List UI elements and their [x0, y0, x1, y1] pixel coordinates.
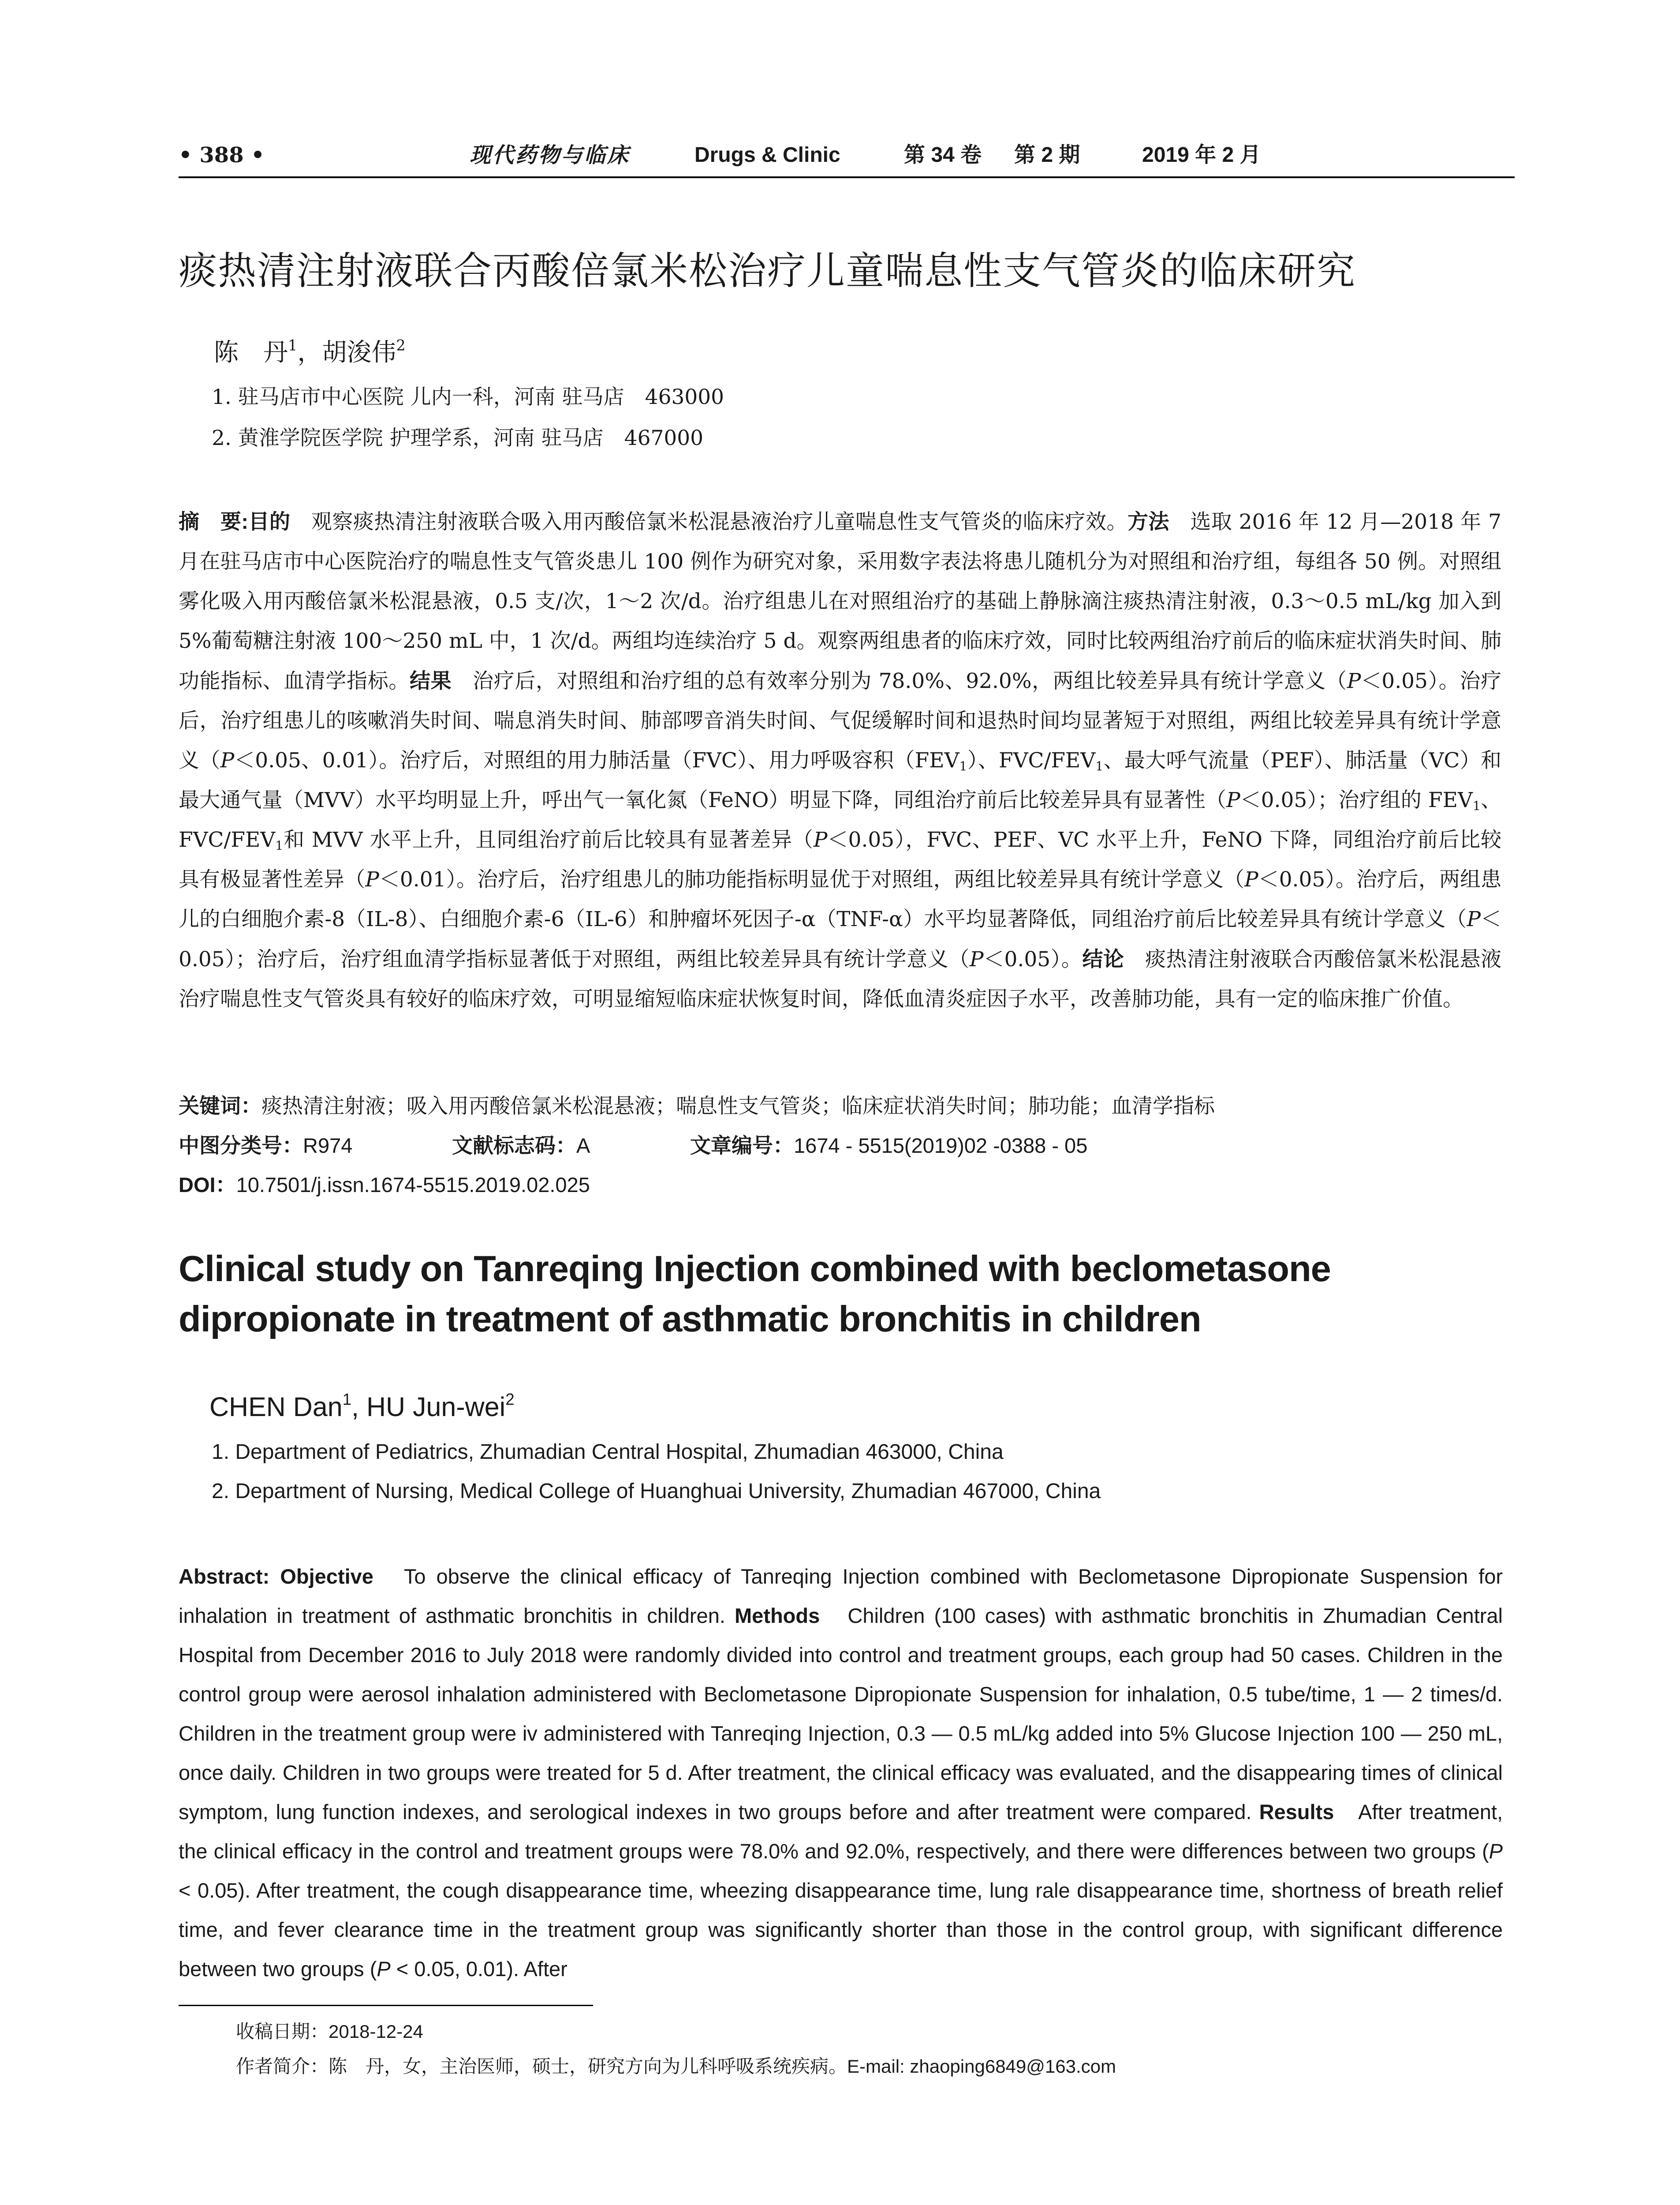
subscript: 1: [1095, 759, 1104, 774]
abstract-cn: [179, 502, 1501, 1019]
p-value-symbol: P: [1244, 867, 1258, 892]
subscript: 1: [275, 838, 284, 853]
p-value-symbol: P: [1347, 669, 1361, 693]
author-separator: ，: [297, 338, 322, 367]
p-value-symbol: P: [220, 748, 235, 773]
issue: 第 2 期: [1014, 143, 1080, 167]
article-title-en: Clinical study on Tanreqing Injection combined with beclometasone dipropionate in treatment of asthmatic bronchitis in children: [179, 1248, 1331, 1339]
affiliation-cn-1: 1. 驻马店市中心医院 儿内一科，河南 驻马店 463000: [212, 385, 724, 409]
authors-en: [209, 1389, 515, 1424]
abstract-results-text: ＜0.05、0.01）。治疗后，对照组的用力肺活量（FVC）、用力呼吸容积（FEV: [234, 748, 959, 773]
doi-link[interactable]: 10.7501/j.issn.1674-5515.2019.02.025: [236, 1173, 590, 1196]
bio-label: 作者简介：: [236, 2056, 329, 2077]
abstract-methods: 选取 2016 年 12 月—2018 年 7 月在驻马店市中心医院治疗的喘息性支气管炎患儿 100 例作为研究对象，采用数字表法将患儿随机分为对照组和治疗组，每组各 50 例。对照组雾化吸入用丙酸倍氯米松混悬液，0.5 支/次，1～2 次/d。治疗组患儿在对照组治疗的基础上静脉滴注痰热清注射液，0.3～0.5 mL/kg 加入到 5%葡萄糖注射液 100～250 mL 中，1 次/d。两组均连续治疗 5 d。观察两组患者的临床疗效，同时比较两组治疗前后的临床症状消失时间、肺功能指标、血清学指标。: [179, 510, 1502, 693]
affiliation-cn-2: 2. 黄淮学院医学院 护理学系，河南 驻马店 467000: [212, 426, 704, 450]
article-number: 1674 - 5515(2019)02 -0388 - 05: [794, 1134, 1088, 1157]
abstract-label: 摘 要:目的: [179, 510, 291, 533]
footnote-rule: [179, 2005, 593, 2006]
abstract-results-text: ＜0.05）；治疗组的 FEV: [1240, 788, 1473, 812]
volume: 第 34 卷: [904, 143, 982, 167]
clc-label: 中图分类号：: [179, 1134, 303, 1157]
author-bio-line: [236, 2053, 1116, 2080]
methods-label: Methods: [735, 1604, 820, 1627]
abstract-label: Abstract: Objective: [179, 1565, 373, 1588]
p-value-symbol: P: [365, 867, 379, 892]
classification-line: [179, 1132, 1087, 1159]
subscript: 1: [1472, 799, 1481, 814]
methods-label: 方法: [1127, 510, 1169, 533]
document-code: A: [576, 1134, 590, 1157]
author-name: 陈 丹: [214, 338, 288, 367]
p-value-symbol: P: [1226, 788, 1240, 812]
abstract-results-text: 和 MVV 水平上升，且同组治疗前后比较具有显著差异（: [283, 828, 814, 852]
abstract-results-text: 、最大呼气流量（PEF）、肺活量（VC）和最大通气量（MVV）水平均明显上升，呼出气一氧化氮（FeNO）明显下降，同组治疗前后比较差异具有显著性（: [179, 748, 1502, 812]
abstract-objective: To observe the clinical efficacy of Tanreqing Injection combined with Beclometasone Dipropionate Suspension for inhalation in treatment of asthmatic bronchitis in children.: [179, 1565, 1503, 1627]
affiliation-mark: 2: [396, 336, 406, 354]
abstract-results-text: ＜0.05）。治疗后，治疗组患儿的咳嗽消失时间、喘息消失时间、肺部啰音消失时间、气促缓解时间和退热时间均显著短于对照组，两组比较差异具有统计学意义（: [179, 669, 1502, 773]
received-date: 2018-12-24: [329, 2021, 423, 2042]
abstract-methods: Children (100 cases) with asthmatic bronchitis in Zhumadian Central Hospital from December 2016 to July 2018 were randomly divided into control and treatment groups, each group had 50 cases. Children in the control group were aerosol inhalation administered with Beclometasone Dipropionate Suspension for inhalation, 0.5 tube/time, 1 — 2 times/d. Children in the treatment group were iv administered with Tanreqing Injection, 0.3 — 0.5 mL/kg added into 5% Glucose Injection 100 — 250 mL, once daily. Children in two groups were treated for 5 d. After treatment, the clinical efficacy was evaluated, and the disappearing times of clinical symptom, lung function indexes, and serological indexes in two groups before and after treatment were compared.: [179, 1604, 1503, 1824]
affiliation-mark: 1: [342, 1390, 352, 1409]
abstract-objective: 观察痰热清注射液联合吸入用丙酸倍氯米松混悬液治疗儿童喘息性支气管炎的临床疗效。: [290, 510, 1127, 534]
document-code-label: 文献标志码：: [452, 1134, 576, 1157]
conclusion-label: 结论: [1082, 947, 1124, 971]
p-value-symbol: P: [1467, 907, 1481, 931]
affiliation-en-1: 1. Department of Pediatrics, Zhumadian Central Hospital, Zhumadian 463000, China: [212, 1440, 1004, 1464]
abstract-results-text: After treatment, the clinical efficacy in the control and treatment groups were 78.0% and 92.0%, respectively, and there were differences between two groups (: [179, 1800, 1503, 1863]
author-name: , HU Jun-wei: [351, 1392, 506, 1422]
page-number: • 388 •: [179, 143, 265, 168]
abstract-conclusion: 痰热清注射液联合丙酸倍氯米松混悬液治疗喘息性支气管炎具有较好的临床疗效，可明显缩短临床症状恢复时间，降低血清炎症因子水平，改善肺功能，具有一定的临床推广价值。: [179, 947, 1502, 1011]
abstract-results-text: ＜0.05）；治疗后，治疗组血清学指标显著低于对照组，两组比较差异具有统计学意义（: [179, 907, 1501, 972]
author-name: 胡浚伟: [322, 338, 396, 367]
p-value-symbol: P: [969, 947, 984, 972]
abstract-results-text: ＜0.05），FVC、PEF、VC 水平上升，FeNO 下降，同组治疗前后比较具有极显著性差异（: [179, 828, 1501, 892]
abstract-results-text: < 0.05, 0.01). After: [390, 1957, 567, 1981]
author-name: CHEN Dan: [209, 1392, 343, 1422]
results-label: 结果: [410, 669, 452, 692]
abstract-results-text: ＜0.01）。治疗后，治疗组患儿的肺功能指标明显优于对照组，两组比较差异具有统计学意义（: [379, 867, 1244, 892]
keywords-text: 痰热清注射液；吸入用丙酸倍氯米松混悬液；喘息性支气管炎；临床症状消失时间；肺功能；血清学指标: [261, 1094, 1215, 1118]
article-title-cn: 痰热清注射液联合丙酸倍氯米松治疗儿童喘息性支气管炎的临床研究: [179, 250, 1356, 292]
abstract-results-text: 治疗后，对照组和治疗组的总有效率分别为 78.0%、92.0%，两组比较差异具有统计学意义（: [452, 669, 1347, 693]
journal-name-cn: 现代药物与临床: [470, 143, 631, 168]
header-rule: [179, 176, 1515, 178]
abstract-results-text: ＜0.05）。: [983, 947, 1083, 972]
affiliation-mark: 2: [505, 1390, 515, 1409]
affiliation-en-2: 2. Department of Nursing, Medical College of Huanghuai University, Zhumadian 467000, China: [212, 1480, 1101, 1503]
abstract-results-text: ）、FVC/FEV: [967, 748, 1096, 773]
article-number-label: 文章编号：: [690, 1134, 794, 1157]
journal-name-en: Drugs & Clinic: [694, 143, 840, 167]
issue-date: 2019 年 2 月: [1142, 143, 1261, 167]
keywords-label: 关键词：: [179, 1094, 261, 1117]
received-date-line: [236, 2018, 423, 2045]
clc-number: R974: [303, 1134, 353, 1157]
p-value-symbol: P: [1489, 1839, 1503, 1863]
subscript: 1: [959, 759, 967, 774]
abstract-en: [179, 1557, 1503, 1988]
abstract-results-text: ＜0.05）。治疗后，两组患儿的白细胞介素-8（IL-8）、白细胞介素-6（IL-6）和肿瘤坏死因子-α（TNF-α）水平均显著降低，同组治疗前后比较差异具有统计学意义（: [179, 867, 1501, 931]
doi-line: [179, 1171, 590, 1199]
abstract-results-text: < 0.05). After treatment, the cough disappearance time, wheezing disappearance time, lung rale disappearance time, shortness of breath relief time, and fever clearance time in the treatment group was significantly shorter than those in the control group, with significant difference between two groups (: [179, 1879, 1503, 1981]
received-label: 收稿日期：: [236, 2021, 329, 2042]
p-value-symbol: P: [813, 828, 828, 852]
authors-cn: [214, 335, 406, 370]
affiliation-mark: 1: [288, 336, 298, 354]
author-bio: 陈 丹，女，主治医师，硕士，研究方向为儿科呼吸系统疾病。E-mail: zhaoping6849@163.com: [329, 2056, 1116, 2077]
p-value-symbol: P: [377, 1957, 391, 1981]
keywords-cn: [179, 1092, 1215, 1120]
doi-label: DOI：: [179, 1173, 236, 1196]
results-label: Results: [1259, 1800, 1334, 1824]
abstract-results-text: 、FVC/FEV: [179, 788, 1501, 852]
